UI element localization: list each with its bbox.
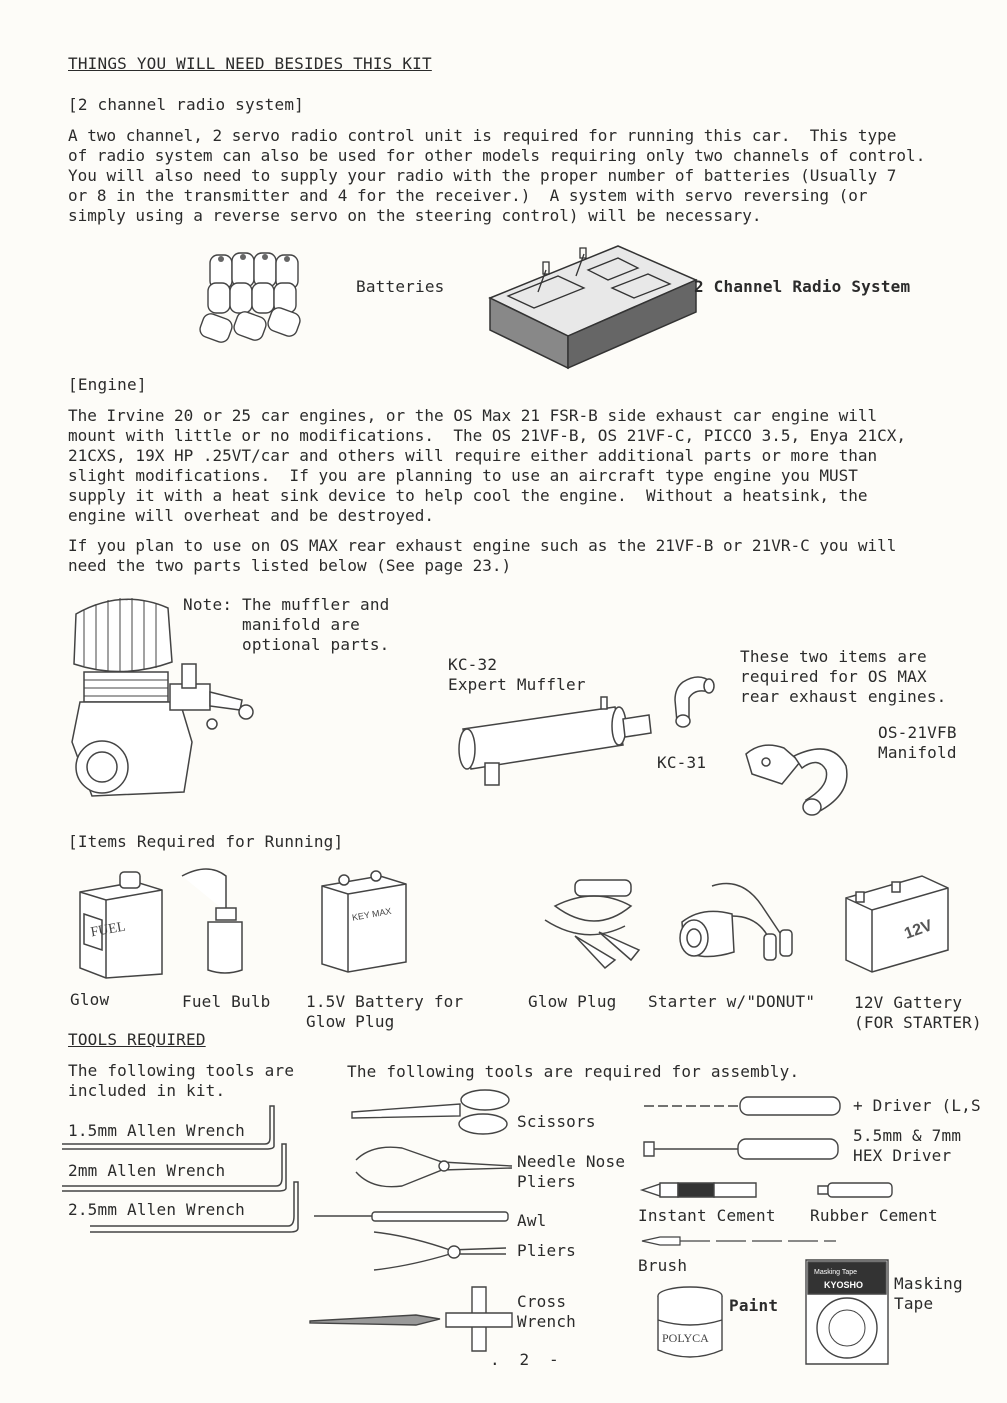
starter-label: Starter w/"DONUT": [648, 992, 816, 1011]
rear-line: If you plan to use on OS MAX rear exhaust engine such as the 21VF-B or 21VR-C you will: [68, 536, 897, 555]
allen-wrenches-illustration: [60, 1104, 300, 1234]
tools-included-text: [68, 1061, 294, 1101]
engine-line: supply it with a heat sink device to help cool the engine. Without a heatsink, the: [68, 486, 868, 505]
manifold-illustration: [742, 738, 852, 820]
radio-line: of radio system can also be used for other models requiring only two channels of control.: [68, 146, 926, 165]
fuel-bulb-label: Fuel Bulb: [182, 992, 271, 1011]
kc31-illustration: [665, 672, 717, 732]
manifold-code: OS-21VFB: [878, 723, 957, 742]
needle-nose-line: Pliers: [517, 1172, 576, 1191]
glow-battery-line: 1.5V Battery for: [306, 992, 464, 1011]
pliers-label: Pliers: [517, 1241, 576, 1260]
fuel-can-illustration: [76, 868, 166, 980]
batteries-illustration: [200, 245, 325, 350]
glow-plug-illustration: [535, 876, 645, 976]
plus-driver-label: + Driver (L,S: [853, 1096, 981, 1115]
battery-brand-text: KEY MAX: [351, 905, 393, 923]
note-line: Note: The muffler and: [183, 595, 390, 614]
glow-battery-line: Glow Plug: [306, 1012, 395, 1031]
rubber-cement-label: Rubber Cement: [810, 1206, 938, 1225]
cross-wrench-illustration: [306, 1283, 516, 1355]
engine-line: 21CXS, 19X HP .25VT/car and others will require either additional parts or more than: [68, 446, 878, 465]
radio-paragraph: [68, 126, 988, 226]
included-line: included in kit.: [68, 1081, 226, 1100]
hex-driver-line: HEX Driver: [853, 1146, 952, 1165]
engine-line: slight modifications. If you are planning to use an aircraft type engine you MUST: [68, 466, 858, 485]
glow-plug-label: Glow Plug: [528, 992, 617, 1011]
12v-text: 12V: [902, 917, 935, 943]
instant-cement-label: Instant Cement: [638, 1206, 776, 1225]
rear-exhaust-paragraph: [68, 536, 988, 576]
glow-battery-label: [306, 992, 463, 1032]
brush-label: Brush: [638, 1256, 688, 1275]
instant-cement-illustration: [640, 1180, 760, 1200]
engine-heading: [Engine]: [68, 375, 147, 394]
glow-label: Glow: [70, 990, 110, 1009]
radio-line: or 8 in the transmitter and 4 for the receiver.) A system with servo reversing (or: [68, 186, 868, 205]
paint-label: Paint: [729, 1296, 779, 1315]
radio-line: A two channel, 2 servo radio control unit is required for running this car. This type: [68, 126, 897, 145]
cross-wrench-line: Cross: [517, 1292, 567, 1311]
radio-line: You will also need to supply your radio with the proper number of batteries (Usually 7: [68, 166, 897, 185]
engine-line: engine will overheat and be destroyed.: [68, 506, 435, 525]
items-note-line: These two items are: [740, 647, 927, 666]
masking-tape-illustration: [804, 1258, 890, 1366]
wrench-2-5-label: 2.5mm Allen Wrench: [68, 1200, 245, 1219]
awl-illustration: [312, 1208, 512, 1224]
kc31-label: KC-31: [657, 753, 707, 772]
items-note-line: rear exhaust engines.: [740, 687, 947, 706]
items-note: [740, 647, 947, 707]
engine-line: mount with little or no modifications. The OS 21VF-B, OS 21VF-C, PICCO 3.5, Enya 21CX,: [68, 426, 907, 445]
engine-line: The Irvine 20 or 25 car engines, or the OS Max 21 FSR-B side exhaust car engine will: [68, 406, 878, 425]
manifold-name: Manifold: [878, 743, 957, 762]
cross-wrench-label: [517, 1292, 576, 1332]
tools-heading: TOOLS REQUIRED: [68, 1030, 206, 1049]
note-line: optional parts.: [183, 635, 390, 654]
running-heading: [Items Required for Running]: [68, 832, 344, 851]
cross-wrench-line: Wrench: [517, 1312, 576, 1331]
radio-system-illustration: [488, 240, 698, 370]
radio-line: simply using a reverse servo on the steering control) will be necessary.: [68, 206, 762, 225]
rear-line: need the two parts listed below (See page 23.): [68, 556, 512, 575]
scissors-illustration: [350, 1088, 515, 1138]
tools-assembly-text: The following tools are required for assembly.: [347, 1062, 800, 1081]
fuel-can-text: FUEL: [89, 919, 127, 941]
tape-label-text: Masking Tape: [814, 1269, 858, 1276]
engine-note: [183, 595, 390, 655]
muffler-code: KC-32: [448, 655, 498, 674]
needle-nose-pliers-illustration: [352, 1142, 517, 1194]
muffler-name: Expert Muffler: [448, 675, 586, 694]
paint-jar-illustration: [652, 1284, 728, 1364]
muffler-label: [448, 655, 586, 695]
rubber-cement-illustration: [816, 1180, 896, 1200]
engine-paragraph: [68, 406, 988, 526]
hex-driver-label: [853, 1126, 961, 1166]
12v-gattery-label: [854, 993, 982, 1033]
glow-battery-illustration: [318, 866, 410, 978]
masking-tape-line: Tape: [894, 1294, 934, 1313]
masking-tape-label: [894, 1274, 963, 1314]
items-note-line: required for OS MAX: [740, 667, 927, 686]
hex-driver-illustration: [642, 1134, 847, 1162]
pliers-illustration: [370, 1226, 515, 1276]
page-number: . 2 -: [490, 1350, 559, 1369]
starter-illustration: [672, 876, 802, 976]
radio-heading: [2 channel radio system]: [68, 95, 304, 114]
included-line: The following tools are: [68, 1061, 295, 1080]
wrench-1-5-label: 1.5mm Allen Wrench: [68, 1121, 245, 1140]
plus-driver-illustration: [642, 1094, 847, 1118]
gattery-line: (FOR STARTER): [854, 1013, 982, 1032]
awl-label: Awl: [517, 1211, 547, 1230]
masking-tape-line: Masking: [894, 1274, 963, 1293]
note-line: manifold are: [183, 615, 360, 634]
muffler-illustration: [455, 695, 655, 790]
needle-nose-label: [517, 1152, 625, 1192]
paint-brand-text: POLYCA: [662, 1331, 709, 1345]
manifold-label: [878, 723, 957, 763]
wrench-2-label: 2mm Allen Wrench: [68, 1161, 226, 1180]
batteries-label: Batteries: [356, 277, 445, 296]
fuel-bulb-illustration: [178, 866, 248, 978]
gattery-line: 12V Gattery: [854, 993, 963, 1012]
brush-illustration: [640, 1234, 840, 1248]
scissors-label: Scissors: [517, 1112, 596, 1131]
section-heading-kit: THINGS YOU WILL NEED BESIDES THIS KIT: [68, 54, 432, 73]
hex-driver-line: 5.5mm & 7mm: [853, 1126, 962, 1145]
12v-battery-illustration: [842, 868, 952, 978]
radio-system-label: 2 Channel Radio System: [694, 277, 911, 296]
tape-brand-text: KYOSHO: [824, 1280, 864, 1290]
needle-nose-line: Needle Nose: [517, 1152, 626, 1171]
